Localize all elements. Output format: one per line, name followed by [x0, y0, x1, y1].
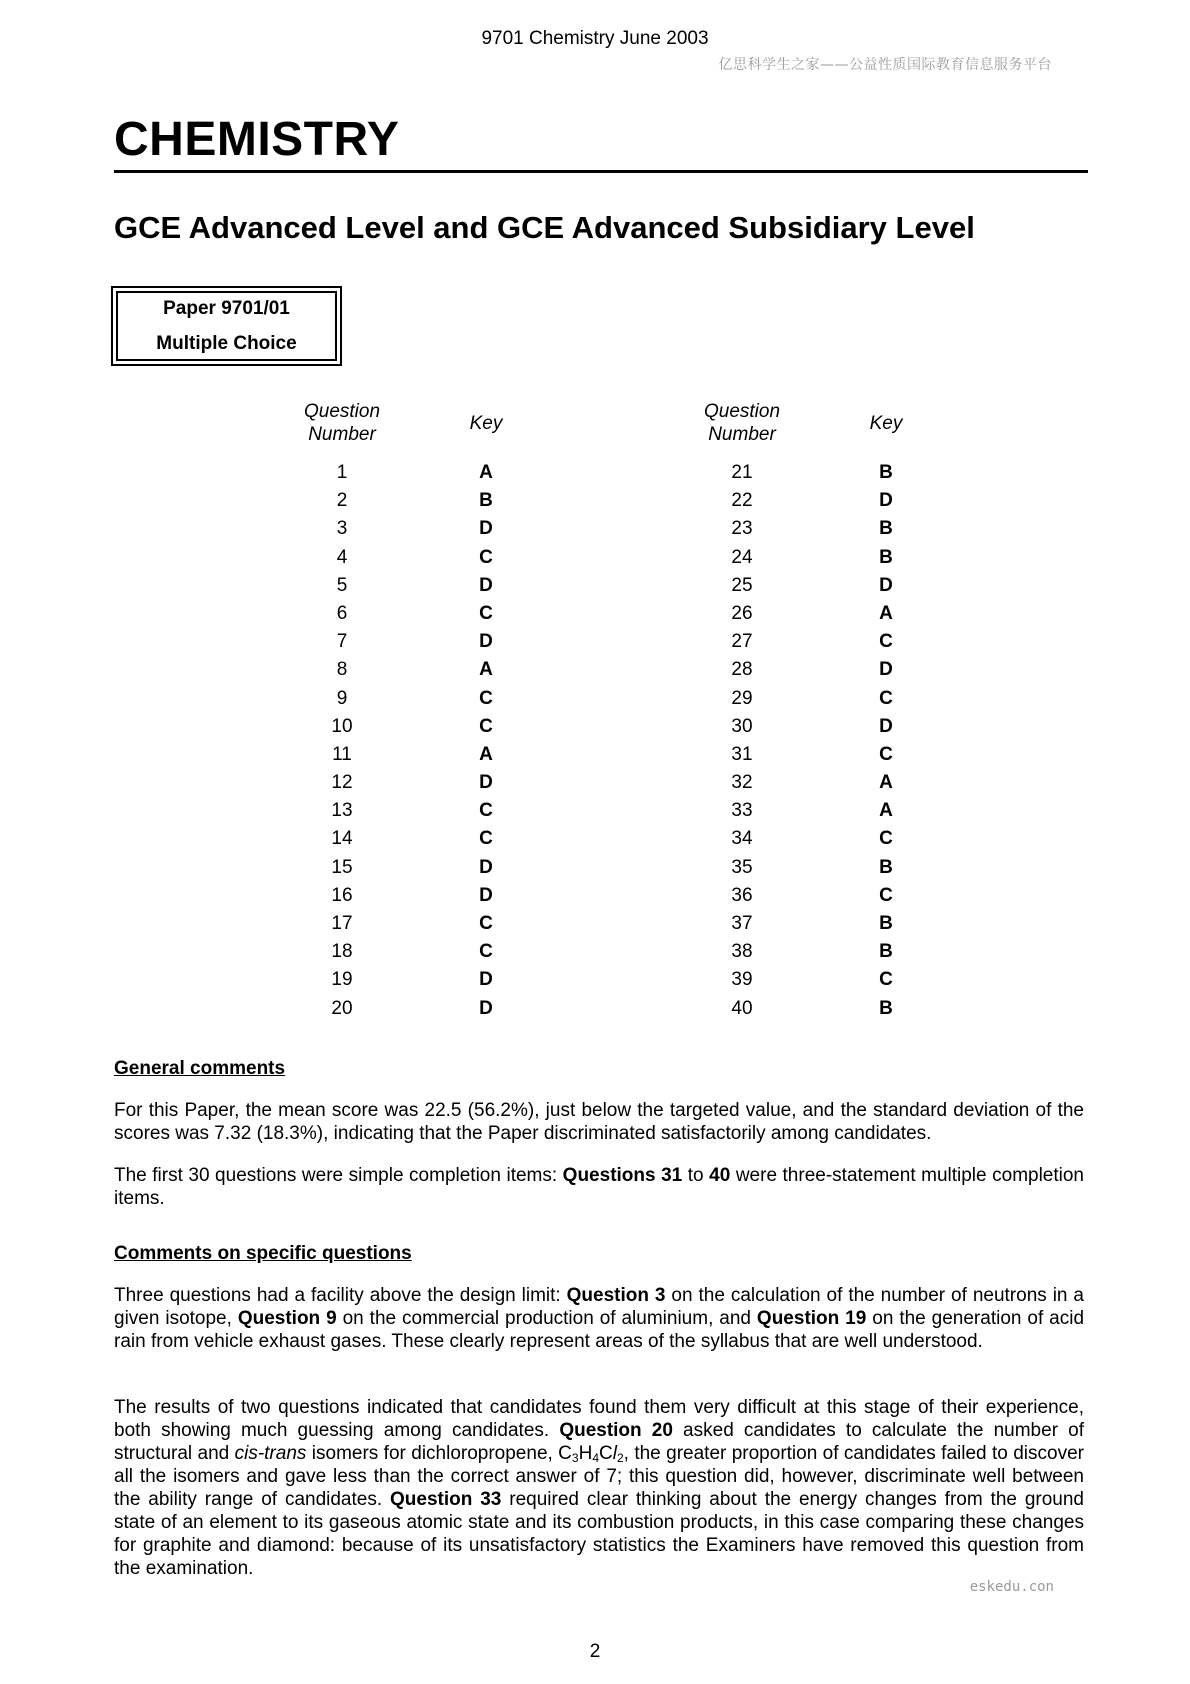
- text: on the generation of acid rain from vehicle exhaust gases. These clearly represent areas of the syllabus that are well understood.: [114, 1308, 1085, 1352]
- question-number: 29: [731, 687, 753, 709]
- italic-text: l: [612, 1443, 617, 1464]
- title-rule: [114, 170, 1088, 173]
- general-comments-heading: General comments: [114, 1058, 286, 1079]
- question-number: 9: [336, 687, 348, 709]
- answer-key: D: [879, 715, 893, 737]
- answer-key: D: [879, 659, 893, 681]
- text: The first 30 questions were simple completion items:: [114, 1165, 563, 1186]
- answer-key: B: [879, 913, 893, 934]
- question-number: 3: [336, 518, 348, 540]
- paper-box-inner: [116, 291, 337, 361]
- header-line1: Question: [703, 401, 781, 422]
- question-number: 24: [731, 546, 753, 568]
- question-number: 17: [331, 913, 353, 934]
- bold-text: Question 20: [559, 1420, 673, 1441]
- question-number: 30: [731, 715, 753, 737]
- answer-key: C: [879, 969, 893, 991]
- answer-key: C: [479, 602, 493, 624]
- answer-key: C: [879, 828, 893, 850]
- text: C: [599, 1443, 613, 1464]
- level-heading: GCE Advanced Level and GCE Advanced Subsidiary Level: [114, 210, 975, 245]
- answer-key: C: [479, 546, 493, 568]
- answer-key: C: [879, 743, 893, 765]
- answer-key: C: [479, 828, 493, 850]
- answer-key: D: [479, 969, 493, 991]
- answer-key: B: [879, 997, 893, 1019]
- text: The results of two questions indicated that candidates found them very difficult at this stage of their experience, both showing much guessing among candidates.: [114, 1397, 1084, 1441]
- header-line1: Question: [303, 401, 381, 422]
- bold-text: Question 9: [237, 1308, 337, 1329]
- question-number: 38: [731, 941, 753, 963]
- question-numbers-left: [302, 459, 382, 1023]
- subscript: 2: [616, 1451, 624, 1465]
- text: required clear thinking about the energy changes from the ground state of an element to its gaseous atomic state and its combustion products, in this case comparing these changes for graphite and diamond: because of its unsatisfactory statistics the Examiners have removed this question from the examination.: [114, 1489, 1085, 1579]
- question-number: 14: [331, 828, 353, 850]
- text: on the calculation of the number of neutrons in a given isotope,: [114, 1285, 1084, 1329]
- question-number: 22: [731, 490, 753, 512]
- question-number: 8: [336, 659, 348, 681]
- answer-key: C: [479, 913, 493, 934]
- paper-box: [111, 286, 342, 366]
- answer-key: D: [479, 518, 493, 540]
- answer-key: C: [479, 715, 493, 737]
- question-number: 40: [731, 997, 753, 1019]
- answer-key: D: [479, 997, 493, 1019]
- question-number: 21: [731, 462, 753, 483]
- question-number: 5: [336, 574, 348, 596]
- paper-code: Paper 9701/01: [163, 298, 290, 319]
- answer-key: D: [479, 856, 493, 878]
- specific-comments-heading: Comments on specific questions: [114, 1243, 412, 1264]
- answer-key: B: [879, 856, 893, 878]
- answer-key: D: [479, 772, 493, 794]
- answer-key: C: [879, 884, 893, 906]
- question-number: 25: [731, 574, 753, 596]
- question-numbers-right: [702, 459, 782, 1023]
- subject-title: CHEMISTRY: [114, 113, 400, 166]
- bold-text: 40: [709, 1165, 731, 1186]
- header-line2: Number: [308, 424, 376, 445]
- answer-key: B: [479, 490, 493, 512]
- key-header-right: Key: [869, 413, 903, 434]
- answer-key: C: [879, 687, 893, 709]
- specific-comments-p2: [114, 1396, 1084, 1580]
- specific-comments-p1: [114, 1284, 1084, 1353]
- answer-key: D: [479, 631, 493, 653]
- question-number: 10: [331, 715, 353, 737]
- question-number: 33: [731, 800, 753, 822]
- question-number: 36: [731, 884, 753, 906]
- question-number: 39: [731, 969, 753, 991]
- bold-text: Question 33: [390, 1489, 502, 1510]
- question-number: 13: [331, 800, 353, 822]
- question-number: 27: [731, 631, 753, 653]
- bold-text: Question 19: [756, 1308, 867, 1329]
- general-comments-p2: [114, 1164, 1084, 1210]
- text: on the commercial production of aluminium, and: [336, 1308, 757, 1329]
- text: H: [578, 1443, 593, 1464]
- text: were three-statement multiple completion items.: [114, 1165, 1085, 1209]
- subscript: 3: [571, 1451, 579, 1465]
- header-title: 9701 Chemistry June 2003: [481, 28, 709, 49]
- watermark-bottom: eskedu.con: [969, 1579, 1054, 1595]
- question-number-header-left: [282, 400, 402, 446]
- paper-type: Multiple Choice: [156, 333, 297, 354]
- question-number: 16: [331, 884, 353, 906]
- watermark-top: 亿思科学生之家——公益性质国际教育信息服务平台: [718, 57, 1052, 73]
- question-number: 2: [336, 490, 348, 512]
- answer-key: A: [879, 800, 893, 822]
- general-comments-p1: For this Paper, the mean score was 22.5 (56.2%), just below the targeted value, and the standard deviation of the scores was 7.32 (18.3%), indicating that the Paper discriminated satisfactorily among candidates.: [114, 1100, 1084, 1144]
- question-number: 20: [331, 997, 353, 1019]
- header-line2: Number: [708, 424, 776, 445]
- answer-key: D: [879, 574, 893, 596]
- question-number-header-right: [682, 400, 802, 446]
- key-header-left: Key: [469, 413, 503, 434]
- answer-key: D: [479, 574, 493, 596]
- text: , the greater proportion of candidates failed to discover all the isomers and gave less than the correct answer of 7; this question did, however, discriminate well between the ability range of candidates.: [114, 1443, 1084, 1510]
- question-number: 26: [731, 602, 753, 624]
- question-number: 35: [731, 856, 753, 878]
- question-number: 15: [331, 856, 353, 878]
- question-number: 32: [731, 772, 753, 794]
- question-number: 6: [336, 602, 348, 624]
- answer-key: B: [879, 462, 893, 483]
- answer-key: A: [479, 462, 493, 483]
- question-number: 31: [731, 743, 753, 765]
- text: asked candidates to calculate the number of structural and: [114, 1420, 1084, 1464]
- keys-left: [446, 459, 526, 1023]
- subscript: 4: [592, 1451, 600, 1465]
- answer-key: C: [479, 687, 493, 709]
- answer-key: D: [879, 490, 893, 512]
- text: Three questions had a facility above the design limit:: [114, 1285, 567, 1306]
- italic-text: cis-trans: [234, 1443, 307, 1464]
- keys-right: [846, 459, 926, 1023]
- question-number: 28: [731, 659, 753, 681]
- page-number: 2: [589, 1641, 601, 1662]
- answer-key: B: [879, 518, 893, 540]
- question-number: 34: [731, 828, 753, 850]
- question-number: 23: [731, 518, 753, 540]
- text: isomers for dichloropropene, C: [306, 1443, 572, 1464]
- answer-key: C: [879, 631, 893, 653]
- answer-key: A: [479, 659, 493, 681]
- question-number: 18: [331, 941, 353, 963]
- answer-key: A: [879, 772, 893, 794]
- bold-text: Question 3: [566, 1285, 666, 1306]
- question-number: 12: [331, 772, 353, 794]
- bold-text: Questions 31: [562, 1165, 683, 1186]
- answer-key: C: [479, 800, 493, 822]
- question-number: 11: [332, 743, 352, 765]
- question-number: 19: [331, 969, 353, 991]
- question-number: 7: [336, 631, 348, 653]
- question-number: 1: [336, 462, 348, 483]
- answer-key: A: [479, 743, 493, 765]
- answer-key: D: [479, 884, 493, 906]
- answer-key: B: [879, 941, 893, 963]
- answer-key: A: [879, 602, 893, 624]
- text: to: [682, 1165, 710, 1186]
- question-number: 37: [731, 913, 753, 934]
- question-number: 4: [336, 546, 348, 568]
- answer-key: C: [479, 941, 493, 963]
- answer-key: B: [879, 546, 893, 568]
